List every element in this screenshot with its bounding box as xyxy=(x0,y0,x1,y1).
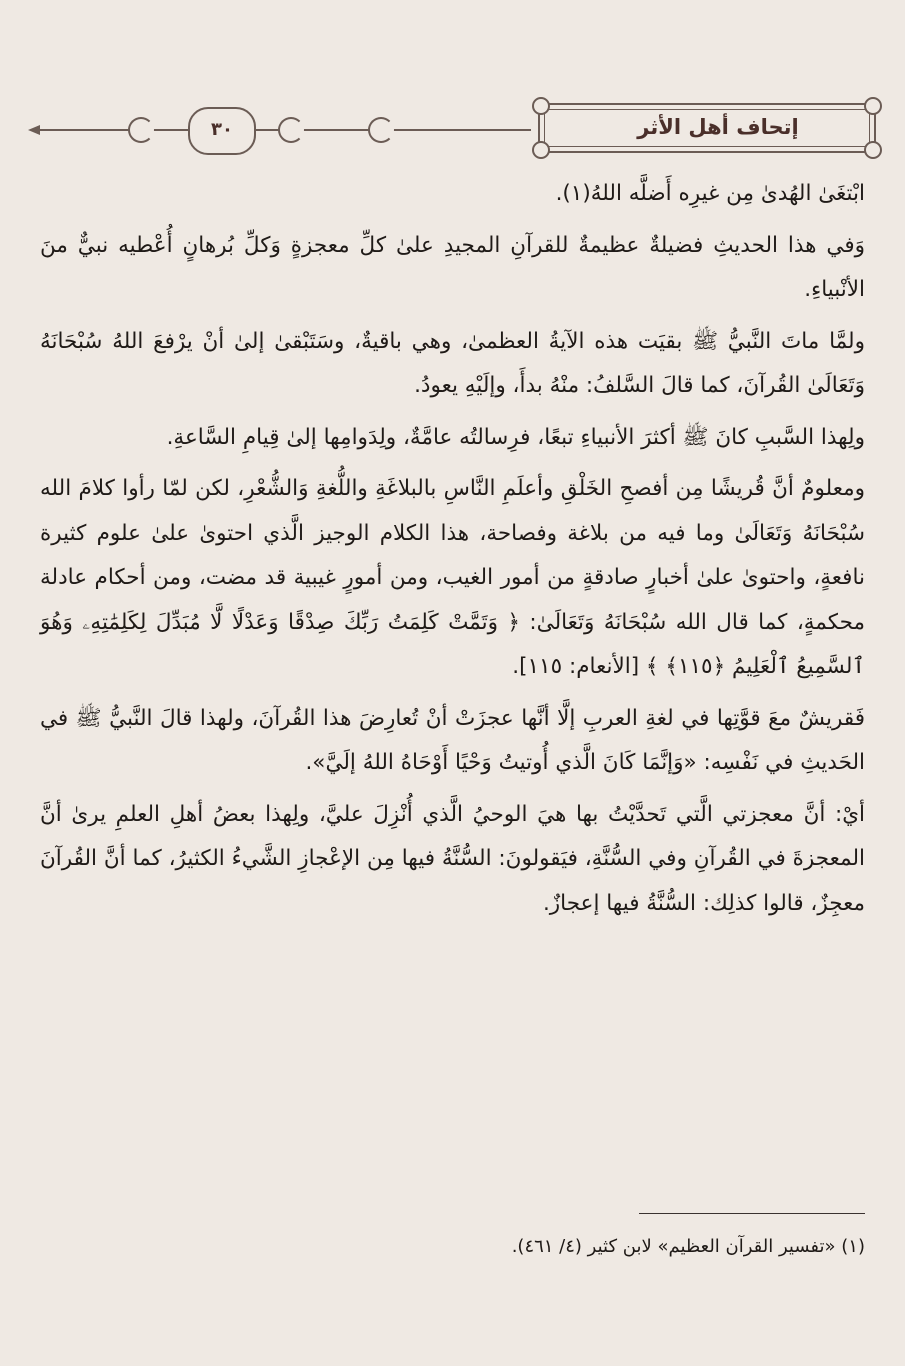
paragraph: ولمَّا ماتَ النَّبيُّ ﷺ بقيَت هذه الآيةُ العظمىٰ، وهي باقيةٌ، وسَتَبْقىٰ إلىٰ أنْ يرْفعَ اللهُ سُبْحَانَهُ وَتَعَالَىٰ القُرآنَ، كما قالَ السَّلفُ: منْهُ بدأَ، وإلَيْهِ يعودُ. xyxy=(40,328,865,398)
paragraph: فَقريشٌ معَ قوَّتِها في لغةِ العربِ إلَّا أنَّها عجزَتْ أنْ تُعارِضَ هذا القُرآنَ، ولهذا قالَ النَّبيُّ ﷺ في الحَديثِ في نَفْسِه: «وَإنَّمَا كَانَ الَّذي أُوتيتُ وَحْيًا أَوْحَاهُ اللهُ إلَيَّ». xyxy=(40,705,865,775)
corner-ornament-icon xyxy=(532,97,550,115)
paragraph: ابْتغَىٰ الهُدىٰ مِن غيرِه أَضلَّه اللهُ(١). xyxy=(555,181,865,206)
footnote: (١) «تفسير القرآن العظيم» لابن كثير (٤/ ٤٦١). xyxy=(511,1236,865,1257)
corner-ornament-icon xyxy=(532,141,550,159)
title-frame xyxy=(538,103,876,153)
corner-ornament-icon xyxy=(864,97,882,115)
page-header xyxy=(28,95,876,165)
corner-ornament-icon xyxy=(864,141,882,159)
paragraph: أيْ: أنَّ معجزتي الَّتي تَحدَّيْتُ بها هيَ الوحيُ الَّذي أُنْزِلَ عليَّ، ولِهذا بعضُ أهلِ العلمِ يرىٰ أنَّ المعجزةَ في القُرآنِ وفي السُّنَّةِ، فيَقولونَ: السُّنَّةُ فيها مِن الإعْجازِ الشَّيءُ الكثيرُ، كما أنَّ القُرآنَ معجِزٌ، قالوا كذلِك: السُّنَّةُ فيها إعجازٌ. xyxy=(40,801,865,916)
ornament-swirl-icon xyxy=(278,117,304,143)
ornament-swirl-icon xyxy=(368,117,394,143)
paragraph: ومعلومٌ أنَّ قُريشًا مِن أفصحِ الخَلْقِ وأعلَمِ النَّاسِ بالبلاغَةِ واللُّغةِ وَالشُّعْرِ، لكن لمّا رأوا كلامَ الله سُبْحَانَهُ وَتَعَالَىٰ وما فيه من بلاغة وفصاحة، هذا الكلام الوجيز الَّذي احتوىٰ علىٰ علوم كثيرة نافعةٍ، واحتوىٰ علىٰ أخبارٍ صادقةٍ من أمور الغيب، ومن أمورٍ غيبية قد مضت، ومن أحكام عادلة محكمةٍ، كما قال الله سُبْحَانَهُ وَتَعَالَىٰ: ﴿ وَتَمَّتْ كَلِمَتُ رَبِّكَ صِدْقًا وَعَدْلًا لَّا مُبَدِّلَ لِكَلِمَٰتِهِۦ وَهُوَ ٱلسَّمِيعُ ٱلْعَلِيمُ ﴿١١٥﴾ ﴾ [الأنعام: ١١٥]. xyxy=(40,476,865,679)
header-rule-arrow xyxy=(28,125,40,135)
ornament-swirl-icon xyxy=(128,117,154,143)
page-number: ٣٠ xyxy=(188,107,256,155)
paragraph: ولِهذا السَّببِ كانَ ﷺ أكثرَ الأنبياءِ تبعًا، فرِسالتُه عامَّةٌ، ولِدَوامِها إلىٰ قِيامِ السَّاعةِ. xyxy=(166,424,865,450)
main-text xyxy=(40,172,865,933)
paragraph: وَفي هذا الحديثِ فضيلةٌ عظيمةٌ للقرآنِ المجيدِ علىٰ كلِّ معجزةٍ وَكلِّ بُرهانٍ أُعْطيه نبيٌّ منَ الأنْبياءِ. xyxy=(40,232,865,302)
book-title: إتحاف أهل الأثر xyxy=(637,115,799,139)
footnote-separator xyxy=(639,1213,865,1214)
